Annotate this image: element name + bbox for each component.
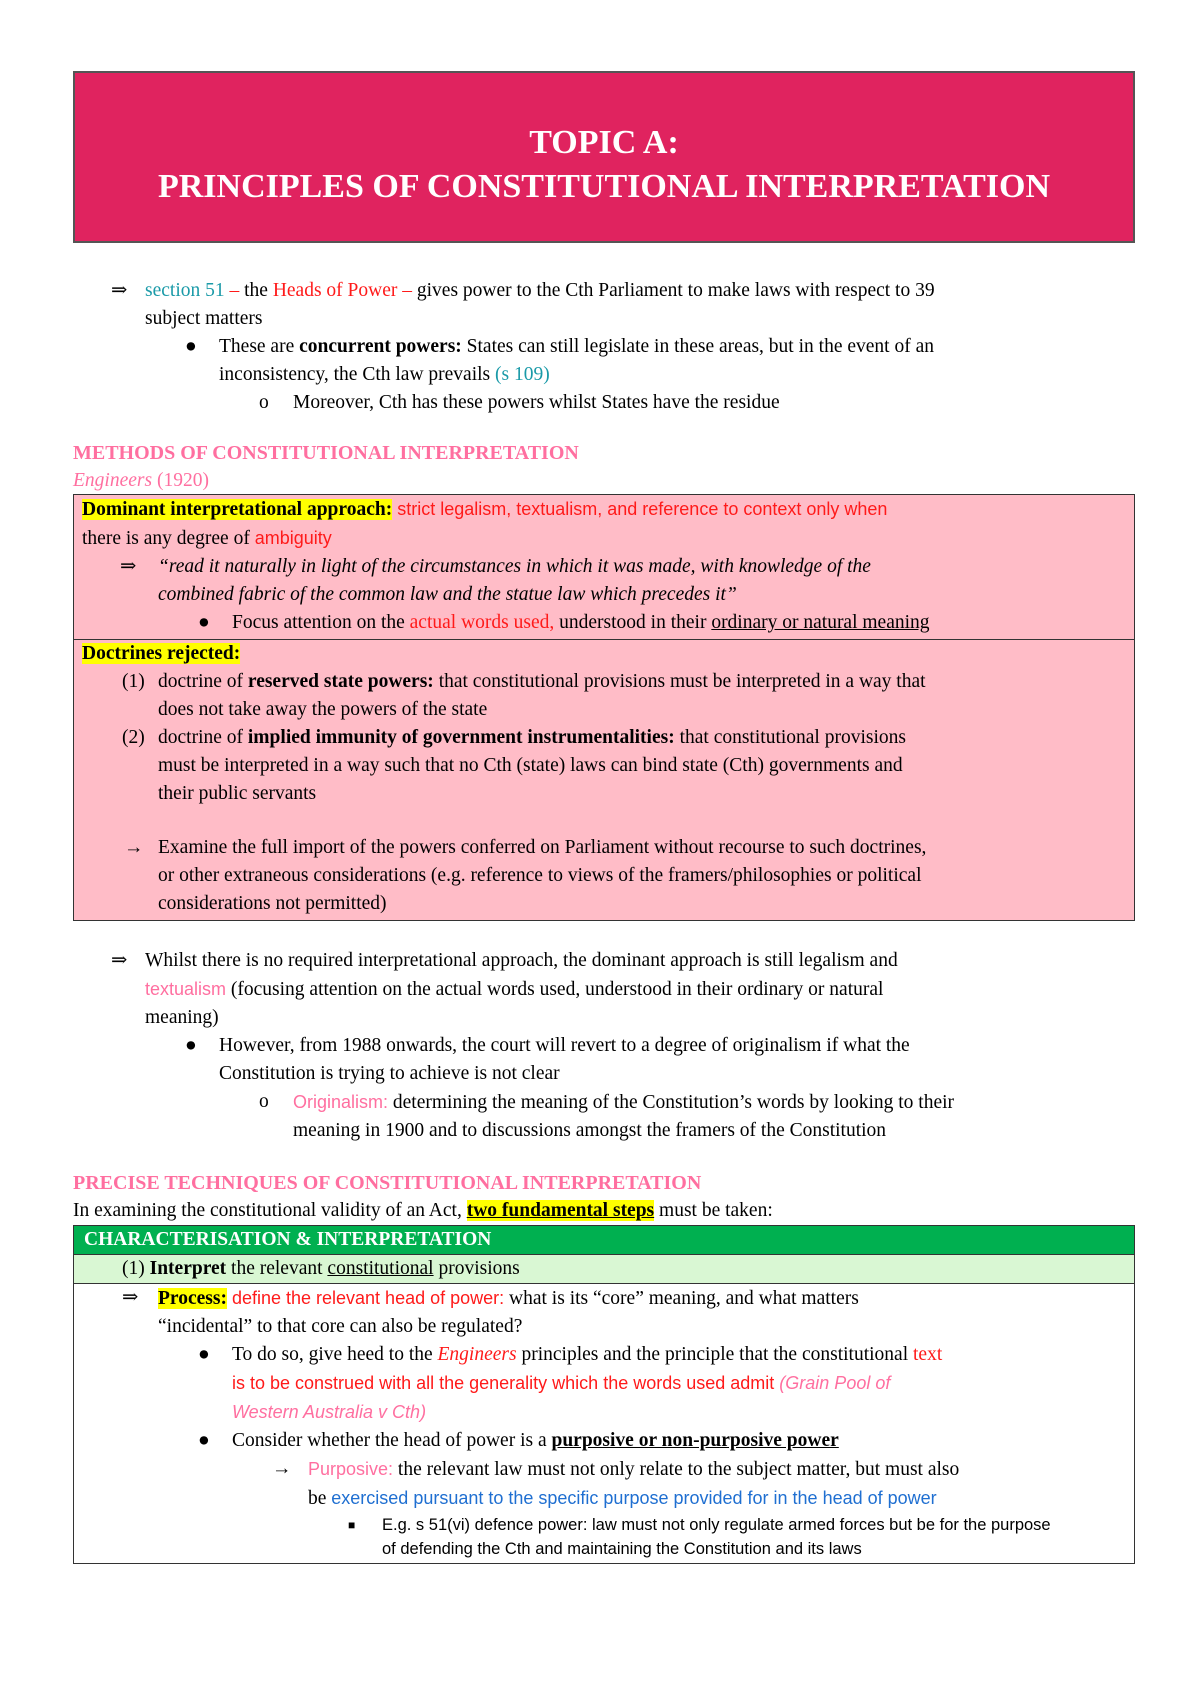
intro-sub: o Moreover, Cth has these powers whilst States have the residue: [73, 389, 1135, 417]
table-header: CHARACTERISATION & INTERPRETATION: [74, 1226, 1134, 1254]
precise-intro: In examining the constitutional validity of an Act, two fundamental steps must be taken:: [73, 1200, 773, 1221]
bullet-icon: ●: [198, 1344, 210, 1365]
examine-point: → Examine the full import of the powers conferred on Parliament without recourse to such doctrines, or other extraneous considerations (e.g. reference to views of the framers/philosophies or political considerations not permitted): [82, 834, 1126, 918]
focus-bullet: ● Focus attention on the actual words used, understood in their ordinary or natural meaning: [82, 609, 1126, 637]
consider-bullet: ● Consider whether the head of power is a purposive or non-purposive power: [82, 1427, 1126, 1455]
arrow-icon: ⇒: [120, 556, 137, 577]
precise-section: [73, 1169, 1135, 1564]
arrow-icon: ⇒: [122, 1287, 139, 1308]
intro-point: ⇒ section 51 – the Heads of Power – gives power to the Cth Parliament to make laws with respect to 39 subject matters: [73, 277, 1135, 333]
square-bullet-icon: ■: [348, 1518, 356, 1532]
rejected-item-2: (2) doctrine of implied immunity of government instrumentalities: that constitutional provisions must be interpreted in a way such that no Cth (state) laws can bind state (Cth) governments and their public servants: [122, 727, 906, 804]
bullet-icon: ●: [198, 1430, 210, 1451]
step-row: (1) Interpret the relevant constitutional provisions: [74, 1254, 1134, 1284]
originalism-sub: o Originalism: determining the meaning of the Constitution’s words by looking to their meaning in 1900 and to discussions amongst the framers of the Constitution: [73, 1088, 1135, 1145]
circle-bullet-icon: o: [259, 1091, 269, 1112]
case-engineers: Engineers (1920): [73, 470, 209, 491]
methods-heading: METHODS OF CONSTITUTIONAL INTERPRETATION: [73, 442, 579, 464]
circle-bullet-icon: o: [259, 392, 269, 413]
right-arrow-icon: →: [124, 837, 144, 858]
arrow-icon: ⇒: [111, 950, 128, 971]
methods-table: [73, 494, 1135, 921]
rejected-item-1: (1) doctrine of reserved state powers: that constitutional provisions must be interpreted in a way that does not take away the powers of the state: [122, 671, 926, 720]
title-banner: [73, 71, 1135, 243]
intro-block: [73, 277, 1135, 417]
quote-point: ⇒ “read it naturally in light of the circumstances in which it was made, with knowledge of the combined fabric of the common law and the statue law which precedes it”: [82, 553, 1126, 609]
dominant-approach-cell: Dominant interpretational approach: strict legalism, textualism, and reference to context only when there is any degree of ambiguity ⇒ “read it naturally in light of the circumstances in which it was made, with knowledge of the combined fabric of the common law and the statue law which precedes it” ● Focus attention on the actual words used, understood in their ordinary or natural meaning: [74, 495, 1134, 640]
arrow-icon: ⇒: [111, 280, 128, 301]
bullet-icon: ●: [198, 612, 210, 633]
purposive-point: → Purposive: the relevant law must not only relate to the subject matter, but must also be exercised pursuant to the specific purpose provided for in the head of power: [82, 1455, 1126, 1513]
bullet-icon: ●: [185, 336, 197, 357]
characterisation-table: [73, 1225, 1135, 1564]
precise-heading: PRECISE TECHNIQUES OF CONSTITUTIONAL INTERPRETATION: [73, 1172, 702, 1194]
title-line-2: PRINCIPLES OF CONSTITUTIONAL INTERPRETATION: [157, 168, 1051, 205]
whilst-block: [73, 947, 1135, 1145]
methods-section: [73, 439, 1135, 921]
however-bullet: ● However, from 1988 onwards, the court will revert to a degree of originalism if what the Constitution is trying to achieve is not clear: [73, 1032, 1135, 1088]
process-cell: [74, 1284, 1134, 1563]
bullet-icon: ●: [185, 1035, 197, 1056]
heads-of-power: Heads of Power –: [272, 280, 417, 301]
doctrines-rejected-cell: Doctrines rejected: (1) doctrine of reserved state powers: that constitutional provisions must be interpreted in a way that does not take away the powers of the state (2) doctrine of implied immunity of government instrumentalities: that constitutional provisions must be interpreted in a way such that no Cth (state) laws can bind state (Cth) governments and their public servants → Examine the full import of the powers conferred on Parliament without recourse to such doctrines, or other extraneous considerations (e.g. reference to views of the framers/philosophies or political considerations not permitted): [74, 640, 1134, 920]
right-arrow-icon: →: [272, 1458, 292, 1479]
whilst-point: ⇒ Whilst there is no required interpretational approach, the dominant approach is still legalism and textualism (focusing attention on the actual words used, understood in their ordinary or natural meaning): [73, 947, 1135, 1032]
intro-bullet: ● These are concurrent powers: States can still legislate in these areas, but in the event of an inconsistency, the Cth law prevails (s 109): [73, 333, 1135, 389]
todo-bullet: ● To do so, give heed to the Engineers principles and the principle that the constitutional text is to be construed with all the generality which the words used admit (Grain Pool of Western Australia v Cth): [82, 1341, 1126, 1427]
section-ref: section 51: [145, 280, 225, 301]
process-point: ⇒ Process: define the relevant head of power: what is its “core” meaning, and what matters “incidental” to that core can also be regulated?: [82, 1284, 1126, 1341]
example-point: ■ E.g. s 51(vi) defence power: law must not only regulate armed forces but be for the purpose of defending the Cth and maintaining the Constitution and its laws: [82, 1513, 1126, 1561]
page: [73, 71, 1135, 1564]
title-line-1: TOPIC A:: [529, 124, 679, 161]
